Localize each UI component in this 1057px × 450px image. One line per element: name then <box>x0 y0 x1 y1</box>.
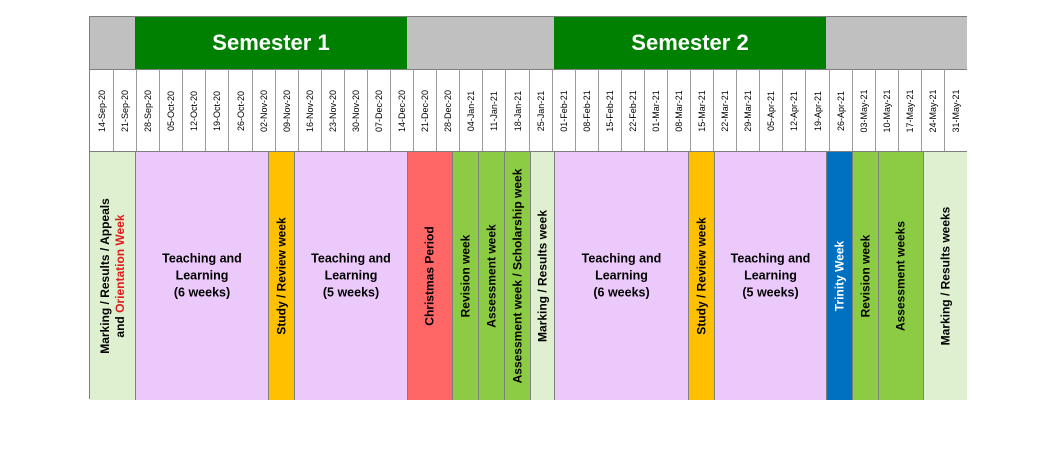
block-assessment-scholarship-week <box>504 151 530 400</box>
week-date-cell <box>944 69 967 151</box>
header-blank-middle <box>407 17 554 69</box>
trinity-week-label: Trinity Week <box>832 240 846 312</box>
block-marking-results-week <box>530 151 554 400</box>
block-trinity-week <box>826 151 852 400</box>
week-date-label: 21-Sep-20 <box>120 89 130 132</box>
week-date-cell <box>829 69 852 151</box>
week-date-label: 22-Feb-21 <box>628 89 638 132</box>
week-date-cell <box>852 69 875 151</box>
week-date-label: 24-May-21 <box>928 88 938 133</box>
week-date-label: 19-Oct-20 <box>212 90 222 131</box>
week-date-cell <box>921 69 944 151</box>
week-date-label: 18-Jan-21 <box>512 90 523 131</box>
teaching-label: Teaching and Learning (5 weeks) <box>311 251 391 300</box>
block-study-review-week-s2 <box>688 151 714 400</box>
week-date-label: 05-Apr-21 <box>766 90 776 131</box>
week-date-label: 21-Dec-20 <box>420 89 430 132</box>
week-date-cell <box>690 69 713 151</box>
week-date-label: 15-Mar-21 <box>697 89 707 132</box>
week-date-cell <box>136 69 159 151</box>
week-date-label: 15-Feb-21 <box>605 89 615 132</box>
week-date-label: 19-Apr-21 <box>812 90 823 131</box>
week-date-label: 01-Feb-21 <box>559 89 569 132</box>
week-date-cell <box>459 69 482 151</box>
week-date-cell <box>667 69 690 151</box>
week-date-label: 31-May-21 <box>951 88 961 133</box>
week-date-label: 29-Mar-21 <box>743 89 753 132</box>
week-date-label: 04-Jan-21 <box>466 90 476 131</box>
week-date-label: 12-Oct-20 <box>189 90 199 131</box>
week-date-cell <box>205 69 228 151</box>
week-date-cell <box>898 69 921 151</box>
assessment-weeks-label: Assessment weeks <box>893 220 908 332</box>
week-date-cell <box>713 69 736 151</box>
semester-1-header: Semester 1 <box>135 17 407 69</box>
marking-results-weeks-label: Marking / Results weeks <box>938 206 952 346</box>
block-marking-appeals-orientation <box>90 151 135 400</box>
week-date-cell <box>759 69 782 151</box>
week-date-cell <box>228 69 252 151</box>
block-marking-results-weeks <box>923 151 967 400</box>
week-date-label: 30-Nov-20 <box>351 89 361 132</box>
week-date-cell <box>344 69 367 151</box>
teaching-label: Teaching and Learning (5 weeks) <box>730 251 811 300</box>
week-date-cell <box>482 69 505 151</box>
week-date-label: 25-Jan-21 <box>536 90 546 131</box>
week-date-cell <box>529 69 552 151</box>
week-date-label: 09-Nov-20 <box>282 89 292 132</box>
week-date-cell <box>159 69 182 151</box>
week-date-label: 10-May-21 <box>882 88 892 133</box>
week-date-cell <box>298 69 321 151</box>
week-date-cell <box>252 69 275 151</box>
block-teaching-5-weeks-s2 <box>714 151 826 400</box>
week-date-cell <box>390 69 413 151</box>
revision-week-label: Revision week <box>858 234 872 318</box>
week-date-cell <box>90 69 113 151</box>
week-date-cell <box>321 69 344 151</box>
revision-week-label: Revision week <box>458 234 472 318</box>
study-review-label: Study / Review week <box>274 217 288 335</box>
orientation-week-highlight: Orientation Week <box>112 214 127 313</box>
week-date-cell <box>552 69 575 151</box>
christmas-period-label: Christmas Period <box>422 226 437 326</box>
academic-calendar-table <box>89 16 967 399</box>
week-date-cell <box>875 69 898 151</box>
week-date-label: 11-Jan-21 <box>489 90 499 131</box>
week-date-label: 08-Mar-21 <box>674 89 684 132</box>
week-date-cell <box>275 69 298 151</box>
block-revision-week-2 <box>852 151 878 400</box>
week-date-label: 08-Feb-21 <box>582 89 592 132</box>
block-assessment-week-1 <box>478 151 504 400</box>
week-date-label: 03-May-21 <box>859 88 869 133</box>
assessment-week-label: Assessment week <box>484 224 498 328</box>
week-date-cell <box>113 69 136 151</box>
block-teaching-6-weeks-s1 <box>135 151 268 400</box>
week-date-label: 22-Mar-21 <box>720 89 730 132</box>
study-review-label: Study / Review week <box>694 217 708 335</box>
block-assessment-weeks <box>878 151 923 400</box>
week-date-cell <box>436 69 459 151</box>
assessment-scholarship-label: Assessment week / Scholarship week <box>510 168 524 384</box>
week-date-label: 05-Oct-20 <box>166 90 176 131</box>
week-date-label: 12-Apr-21 <box>789 90 799 131</box>
header-blank-right <box>826 17 967 69</box>
week-date-cell <box>782 69 805 151</box>
week-date-label: 26-Oct-20 <box>235 90 246 131</box>
week-date-cell <box>505 69 529 151</box>
week-date-cell <box>644 69 667 151</box>
week-date-label: 28-Sep-20 <box>143 89 153 132</box>
week-date-cell <box>736 69 759 151</box>
semester-2-header: Semester 2 <box>554 17 826 69</box>
block-christmas-period <box>407 151 452 400</box>
week-date-label: 07-Dec-20 <box>374 89 384 132</box>
week-date-cell <box>621 69 644 151</box>
week-date-label: 17-May-21 <box>905 88 915 133</box>
teaching-label: Teaching and Learning (6 weeks) <box>162 251 242 300</box>
week-date-cell <box>413 69 436 151</box>
week-date-cell <box>805 69 829 151</box>
block-teaching-5-weeks-s1 <box>294 151 407 400</box>
block-teaching-6-weeks-s2 <box>554 151 688 400</box>
block-revision-week-1 <box>452 151 478 400</box>
marking-results-label: Marking / Results week <box>535 209 549 343</box>
header-blank-left <box>90 17 135 69</box>
week-date-label: 01-Mar-21 <box>651 89 661 132</box>
week-date-label: 23-Nov-20 <box>328 89 338 132</box>
week-date-label: 14-Dec-20 <box>397 89 407 132</box>
week-date-cell <box>575 69 598 151</box>
marking-appeals-orientation-label: Marking / Results / Appeals and Orientation Week <box>97 198 127 354</box>
week-date-label: 26-Apr-21 <box>836 90 846 131</box>
block-study-review-week-s1 <box>268 151 294 400</box>
week-date-cell <box>598 69 621 151</box>
week-date-cell <box>182 69 205 151</box>
week-date-label: 14-Sep-20 <box>96 89 107 132</box>
week-date-cell <box>367 69 390 151</box>
week-date-label: 02-Nov-20 <box>259 89 269 132</box>
teaching-label: Teaching and Learning (6 weeks) <box>581 251 662 300</box>
week-date-label: 28-Dec-20 <box>443 89 453 132</box>
week-date-label: 16-Nov-20 <box>305 89 315 132</box>
